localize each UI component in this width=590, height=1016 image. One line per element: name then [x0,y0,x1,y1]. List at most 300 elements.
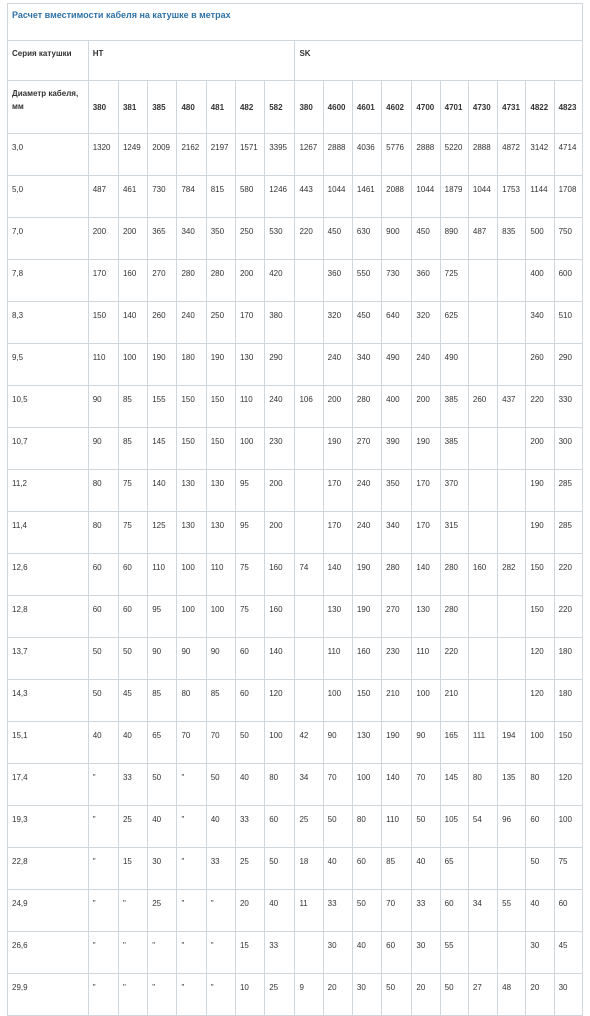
diameter-cell: 15,1 [8,722,89,764]
capacity-cell: 200 [235,260,264,302]
capacity-cell: " [148,932,177,974]
capacity-cell: " [206,890,235,932]
capacity-cell: 30 [412,932,440,974]
table-row [8,218,583,260]
capacity-cell: " [177,764,206,806]
capacity-cell: 60 [118,554,147,596]
capacity-cell: 150 [206,428,235,470]
capacity-cell: 437 [498,386,526,428]
model-header-cell: 4731 [498,81,526,134]
capacity-cell: 40 [412,848,440,890]
capacity-cell [498,638,526,680]
capacity-cell: 50 [148,764,177,806]
capacity-cell: 40 [88,722,118,764]
capacity-cell: 461 [118,176,147,218]
capacity-cell: 80 [526,764,554,806]
capacity-cell: 443 [295,176,323,218]
capacity-cell: 1267 [295,134,323,176]
capacity-cell [498,344,526,386]
capacity-cell: 33 [412,890,440,932]
capacity-cell: 45 [554,932,582,974]
capacity-cell [468,848,497,890]
capacity-cell: 630 [352,218,381,260]
capacity-cell: 150 [88,302,118,344]
capacity-cell: 190 [526,470,554,512]
capacity-cell: 450 [323,218,352,260]
capacity-cell: 75 [118,470,147,512]
capacity-cell: 85 [118,428,147,470]
capacity-cell: 530 [265,218,295,260]
table-row [8,176,583,218]
capacity-cell: 510 [554,302,582,344]
capacity-cell: 150 [206,386,235,428]
capacity-cell: " [88,764,118,806]
table-row [8,638,583,680]
series-sk: SK [295,41,583,81]
capacity-cell: 1144 [526,176,554,218]
capacity-cell: 50 [382,974,412,1016]
capacity-cell: 75 [554,848,582,890]
capacity-cell: 106 [295,386,323,428]
capacity-cell: 100 [177,554,206,596]
capacity-cell: 50 [412,806,440,848]
capacity-cell: 170 [323,470,352,512]
capacity-cell: 15 [118,848,147,890]
capacity-cell: 40 [323,848,352,890]
capacity-cell: 11 [295,890,323,932]
capacity-cell: 270 [382,596,412,638]
diameter-cell: 24,9 [8,890,89,932]
capacity-cell: 290 [265,344,295,386]
table-row [8,848,583,890]
capacity-cell [295,260,323,302]
capacity-cell: 385 [440,386,468,428]
diameter-cell: 19,3 [8,806,89,848]
capacity-cell: 60 [88,596,118,638]
capacity-cell: 45 [118,680,147,722]
capacity-cell: 320 [412,302,440,344]
capacity-cell: 60 [382,932,412,974]
capacity-cell: 110 [148,554,177,596]
capacity-table-container [7,3,587,1016]
capacity-cell: 70 [177,722,206,764]
capacity-cell: 784 [177,176,206,218]
capacity-cell [468,638,497,680]
capacity-cell: 95 [235,512,264,554]
capacity-cell: 220 [554,554,582,596]
capacity-cell: 190 [148,344,177,386]
capacity-cell: 60 [554,890,582,932]
capacity-cell: 890 [440,218,468,260]
diameter-cell: 8,3 [8,302,89,344]
capacity-cell: 130 [412,596,440,638]
diameter-cell: 12,6 [8,554,89,596]
capacity-cell [295,302,323,344]
capacity-cell: " [177,806,206,848]
capacity-cell: 2009 [148,134,177,176]
capacity-cell [498,848,526,890]
table-row [8,932,583,974]
capacity-cell: 135 [498,764,526,806]
capacity-cell: 170 [88,260,118,302]
capacity-cell: " [177,890,206,932]
capacity-cell: 50 [206,764,235,806]
model-header-cell: 4701 [440,81,468,134]
capacity-cell: 60 [526,806,554,848]
capacity-cell: 30 [148,848,177,890]
capacity-cell: 190 [352,554,381,596]
capacity-cell: 190 [382,722,412,764]
capacity-cell: 150 [177,428,206,470]
capacity-cell: 160 [265,596,295,638]
capacity-cell: 33 [265,932,295,974]
capacity-cell: 50 [526,848,554,890]
model-header-cell: 4700 [412,81,440,134]
capacity-cell: 390 [382,428,412,470]
capacity-cell: 300 [554,428,582,470]
capacity-cell: 130 [177,470,206,512]
capacity-cell: 100 [206,596,235,638]
capacity-cell: 85 [382,848,412,890]
capacity-cell: 600 [554,260,582,302]
diameter-cell: 29,9 [8,974,89,1016]
capacity-cell: 60 [440,890,468,932]
capacity-cell: 95 [148,596,177,638]
capacity-cell: 50 [440,974,468,1016]
capacity-cell: " [118,932,147,974]
capacity-cell: 60 [352,848,381,890]
capacity-cell: 75 [235,554,264,596]
table-row [8,386,583,428]
capacity-cell: 100 [265,722,295,764]
capacity-cell: 90 [412,722,440,764]
capacity-cell: 65 [148,722,177,764]
capacity-cell: 750 [554,218,582,260]
capacity-cell: 280 [440,596,468,638]
capacity-cell: 487 [468,218,497,260]
diameter-cell: 10,5 [8,386,89,428]
capacity-cell: 200 [265,512,295,554]
capacity-cell: 120 [526,638,554,680]
capacity-cell: 100 [526,722,554,764]
capacity-cell: 50 [352,890,381,932]
capacity-cell: 2162 [177,134,206,176]
model-header-cell: 4601 [352,81,381,134]
capacity-cell [295,680,323,722]
capacity-cell: 2088 [382,176,412,218]
table-row [8,470,583,512]
capacity-cell: 730 [382,260,412,302]
capacity-cell: 110 [382,806,412,848]
capacity-cell: 75 [118,512,147,554]
capacity-cell: 270 [352,428,381,470]
capacity-cell: 170 [235,302,264,344]
table-row [8,134,583,176]
capacity-cell: 180 [554,680,582,722]
capacity-cell: " [148,974,177,1016]
capacity-cell: 90 [148,638,177,680]
capacity-cell: 18 [295,848,323,890]
capacity-cell: 110 [323,638,352,680]
capacity-cell: 25 [148,890,177,932]
capacity-cell: 140 [265,638,295,680]
capacity-cell: 2888 [323,134,352,176]
capacity-cell: 170 [412,470,440,512]
capacity-cell: 240 [177,302,206,344]
capacity-cell: 25 [295,806,323,848]
capacity-cell: 33 [323,890,352,932]
capacity-cell [468,344,497,386]
cable-capacity-table [7,3,583,1016]
capacity-cell: 1320 [88,134,118,176]
capacity-cell: 9 [295,974,323,1016]
capacity-cell: 55 [440,932,468,974]
capacity-cell: 4714 [554,134,582,176]
capacity-cell [498,260,526,302]
capacity-cell [498,470,526,512]
capacity-cell: 90 [88,386,118,428]
capacity-cell: 27 [468,974,497,1016]
model-header-cell: 4822 [526,81,554,134]
capacity-cell: 55 [498,890,526,932]
capacity-cell: 40 [352,932,381,974]
capacity-cell: 105 [440,806,468,848]
capacity-cell: 500 [526,218,554,260]
capacity-cell [295,470,323,512]
capacity-cell: 360 [412,260,440,302]
capacity-cell: 490 [440,344,468,386]
capacity-cell: 450 [412,218,440,260]
capacity-cell: 25 [118,806,147,848]
capacity-cell: 20 [235,890,264,932]
table-row [8,890,583,932]
capacity-cell: 730 [148,176,177,218]
capacity-cell: 365 [148,218,177,260]
capacity-cell: " [206,932,235,974]
capacity-cell: 50 [235,722,264,764]
capacity-cell [468,512,497,554]
capacity-cell: 260 [468,386,497,428]
diameter-cell: 13,7 [8,638,89,680]
capacity-cell: 350 [206,218,235,260]
capacity-cell: 240 [352,470,381,512]
capacity-cell [498,512,526,554]
capacity-cell: 140 [148,470,177,512]
capacity-cell: 250 [235,218,264,260]
capacity-cell: 280 [177,260,206,302]
capacity-cell [468,260,497,302]
model-header-cell: 385 [148,81,177,134]
capacity-cell: 80 [177,680,206,722]
capacity-cell: 835 [498,218,526,260]
capacity-cell: 280 [382,554,412,596]
capacity-cell: 230 [382,638,412,680]
capacity-cell: 34 [295,764,323,806]
diameter-cell: 12,8 [8,596,89,638]
capacity-cell: 487 [88,176,118,218]
capacity-cell [468,932,497,974]
capacity-cell: 280 [440,554,468,596]
diameter-cell: 9,5 [8,344,89,386]
model-header-cell: 4823 [554,81,582,134]
capacity-cell: 33 [206,848,235,890]
capacity-cell: 140 [382,764,412,806]
capacity-cell [498,596,526,638]
capacity-cell: 4872 [498,134,526,176]
capacity-cell: 150 [177,386,206,428]
capacity-cell: 190 [412,428,440,470]
capacity-cell: 90 [88,428,118,470]
capacity-cell [295,596,323,638]
diameter-cell: 11,2 [8,470,89,512]
capacity-cell: 1044 [412,176,440,218]
diameter-label: Диаметр кабеля, мм [8,81,89,134]
capacity-cell: 360 [323,260,352,302]
diameter-cell: 7,0 [8,218,89,260]
capacity-cell: 40 [265,890,295,932]
model-header-cell: 4600 [323,81,352,134]
capacity-cell: 145 [148,428,177,470]
capacity-cell: 30 [554,974,582,1016]
capacity-cell: " [206,974,235,1016]
capacity-cell: 4036 [352,134,381,176]
capacity-cell: 450 [352,302,381,344]
capacity-cell: 85 [148,680,177,722]
capacity-cell: 130 [206,470,235,512]
diameter-cell: 11,4 [8,512,89,554]
capacity-cell: 120 [554,764,582,806]
capacity-cell: 125 [148,512,177,554]
capacity-cell: 150 [352,680,381,722]
capacity-cell: 50 [118,638,147,680]
table-title: Расчет вместимости кабеля на катушке в метрах [8,4,583,41]
capacity-cell: 42 [295,722,323,764]
capacity-cell: 340 [382,512,412,554]
capacity-cell: 50 [88,638,118,680]
capacity-cell: " [88,890,118,932]
capacity-cell: 350 [382,470,412,512]
capacity-cell [295,512,323,554]
model-header-cell: 4602 [382,81,412,134]
model-header-cell: 480 [177,81,206,134]
capacity-cell: 60 [88,554,118,596]
capacity-cell: 170 [323,512,352,554]
capacity-cell: 5220 [440,134,468,176]
capacity-cell: 5776 [382,134,412,176]
capacity-cell: 240 [323,344,352,386]
capacity-cell [468,428,497,470]
capacity-cell: 80 [468,764,497,806]
capacity-cell: 580 [235,176,264,218]
capacity-cell: 190 [352,596,381,638]
capacity-cell: 165 [440,722,468,764]
capacity-cell: 70 [323,764,352,806]
capacity-cell: 2888 [468,134,497,176]
capacity-cell: 100 [412,680,440,722]
capacity-cell: " [88,848,118,890]
capacity-cell [468,596,497,638]
capacity-cell: 340 [177,218,206,260]
capacity-cell: 1461 [352,176,381,218]
capacity-cell: 100 [554,806,582,848]
capacity-cell: 130 [352,722,381,764]
table-row [8,806,583,848]
capacity-cell: 140 [323,554,352,596]
capacity-cell: 54 [468,806,497,848]
capacity-cell: 110 [88,344,118,386]
capacity-cell: 145 [440,764,468,806]
capacity-cell: 33 [118,764,147,806]
capacity-cell: 625 [440,302,468,344]
capacity-cell: 20 [412,974,440,1016]
capacity-cell: 250 [206,302,235,344]
capacity-cell: 110 [206,554,235,596]
capacity-cell: 400 [526,260,554,302]
capacity-cell: 40 [118,722,147,764]
capacity-cell: 40 [148,806,177,848]
capacity-cell: 1708 [554,176,582,218]
capacity-cell: 160 [265,554,295,596]
capacity-cell [498,302,526,344]
series-ht: HT [88,41,295,81]
capacity-cell: 220 [554,596,582,638]
capacity-cell: 550 [352,260,381,302]
capacity-cell: 2888 [412,134,440,176]
capacity-cell: 240 [412,344,440,386]
capacity-cell: 180 [554,638,582,680]
capacity-cell: 315 [440,512,468,554]
capacity-cell: 200 [526,428,554,470]
capacity-cell [498,932,526,974]
table-row [8,554,583,596]
table-row [8,596,583,638]
capacity-cell: 210 [382,680,412,722]
capacity-cell: 80 [352,806,381,848]
diameter-cell: 5,0 [8,176,89,218]
capacity-cell: 25 [235,848,264,890]
capacity-cell: 220 [295,218,323,260]
capacity-cell: 1044 [468,176,497,218]
capacity-cell: 1249 [118,134,147,176]
capacity-cell: 220 [526,386,554,428]
capacity-cell: 260 [526,344,554,386]
model-header-cell: 4730 [468,81,497,134]
capacity-cell [498,680,526,722]
model-header-cell: 380 [295,81,323,134]
capacity-cell: 110 [235,386,264,428]
capacity-cell: 85 [118,386,147,428]
capacity-cell: " [177,974,206,1016]
capacity-cell: 240 [352,512,381,554]
capacity-cell: 385 [440,428,468,470]
capacity-cell: 111 [468,722,497,764]
capacity-cell: 85 [206,680,235,722]
capacity-cell: " [88,806,118,848]
capacity-cell: 220 [440,638,468,680]
capacity-cell: 260 [148,302,177,344]
diameter-cell: 7,8 [8,260,89,302]
table-row [8,722,583,764]
capacity-cell: 140 [118,302,147,344]
table-row [8,344,583,386]
model-header-cell: 381 [118,81,147,134]
capacity-cell: 280 [206,260,235,302]
capacity-cell: 815 [206,176,235,218]
capacity-cell: 100 [118,344,147,386]
capacity-cell: 150 [526,596,554,638]
model-header-cell: 380 [88,81,118,134]
capacity-cell: 285 [554,470,582,512]
